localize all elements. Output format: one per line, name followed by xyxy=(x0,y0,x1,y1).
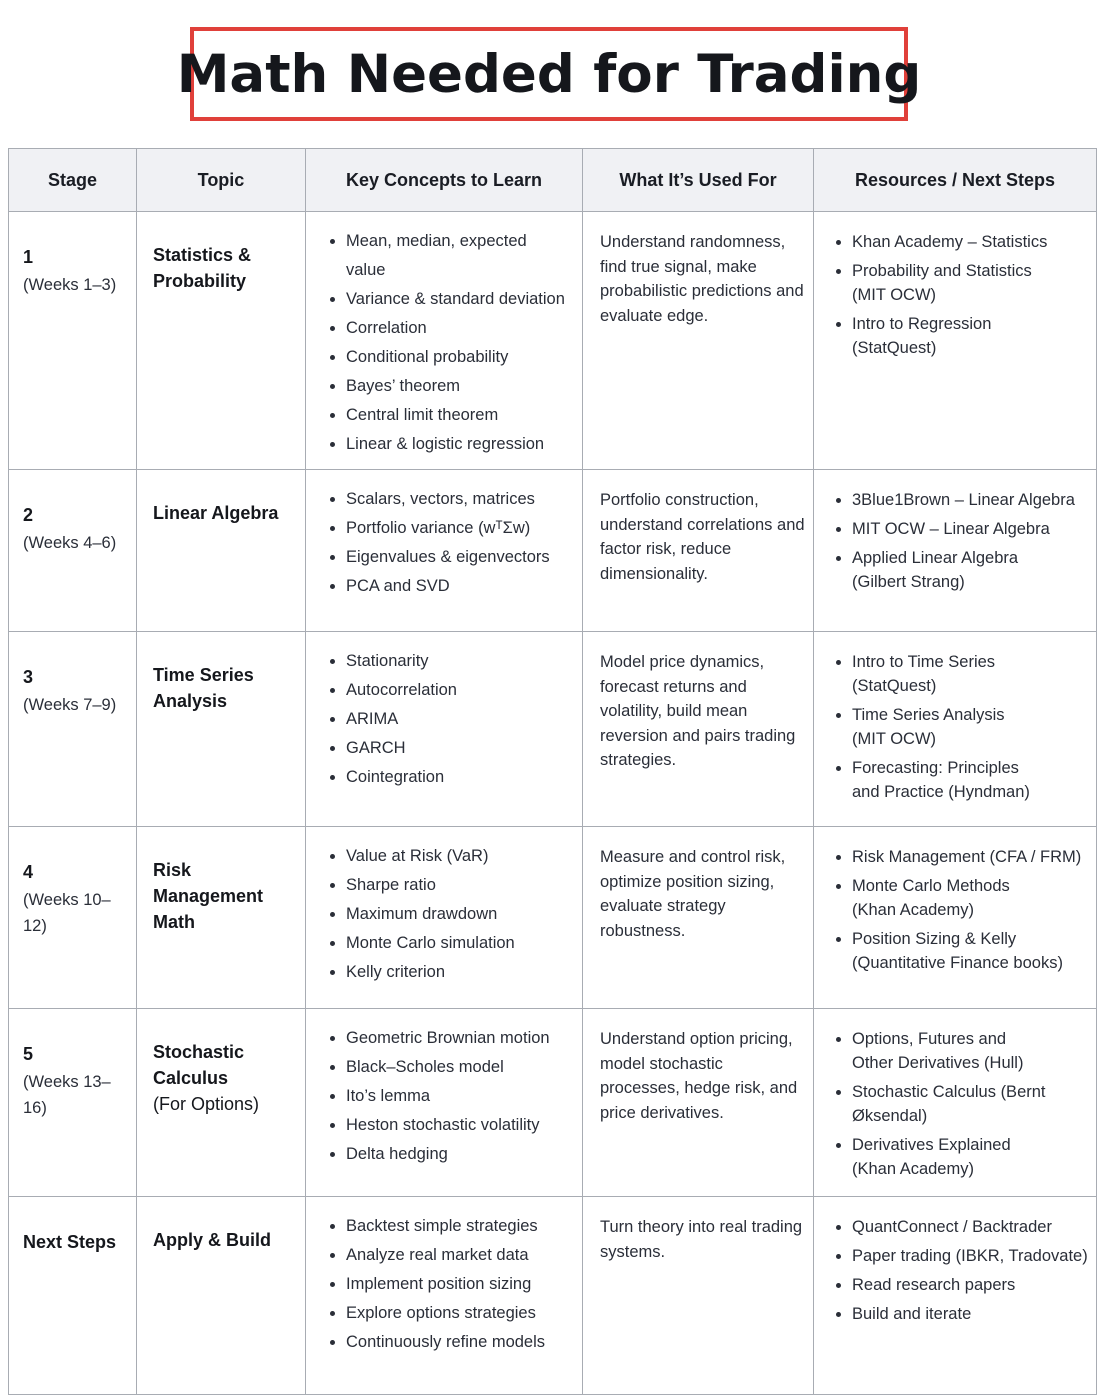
concepts-list xyxy=(324,647,568,792)
used-for-cell xyxy=(583,827,814,1009)
stage-cell xyxy=(9,1197,137,1395)
resource-title: 3Blue1Brown – Linear Algebra xyxy=(852,491,1075,509)
stage-weeks: (Weeks 10–12) xyxy=(23,891,111,935)
resources-list xyxy=(830,650,1090,804)
stage-number: 3 xyxy=(23,667,34,687)
resource-item xyxy=(852,1133,1090,1181)
resource-source: (Khan Academy) xyxy=(852,901,974,919)
concept-item: Kelly criterion xyxy=(346,958,568,987)
topic-cell xyxy=(137,1009,306,1197)
concept-item: Bayes’ theorem xyxy=(346,372,568,401)
concept-item: Conditional probability xyxy=(346,343,568,372)
topic-title: Risk Management Math xyxy=(153,860,264,932)
stage-cell xyxy=(9,632,137,827)
topic-cell xyxy=(137,1197,306,1395)
concepts-cell xyxy=(306,1197,583,1395)
concept-item: PCA and SVD xyxy=(346,572,568,601)
resource-title: Build and iterate xyxy=(852,1305,972,1323)
resource-item xyxy=(852,650,1090,698)
resources-cell xyxy=(814,470,1097,632)
topic-subtitle: (For Options) xyxy=(153,1094,260,1114)
used-for-text: Portfolio construction, understand correlations and factor risk, reduce dimensionality. xyxy=(600,491,805,583)
table-row xyxy=(9,212,1097,470)
resource-item xyxy=(852,1244,1090,1268)
used-for-text: Understand randomness, find true signal, make probabilistic predictions and evaluate edge. xyxy=(600,233,804,325)
resource-item xyxy=(852,756,1090,804)
concept-item: Backtest simple strategies xyxy=(346,1212,568,1241)
resource-source: (Quantitative Finance books) xyxy=(852,954,1063,972)
stage-cell xyxy=(9,1009,137,1197)
resource-title: Paper trading (IBKR, Tradovate) xyxy=(852,1247,1088,1265)
resource-source: (StatQuest) xyxy=(852,677,937,695)
resource-title: Intro to Time Series xyxy=(852,653,996,671)
concept-item: Sharpe ratio xyxy=(346,871,568,900)
header-resources: Resources / Next Steps xyxy=(814,149,1097,212)
used-for-text: Model price dynamics, forecast returns and volatility, build mean reversion and pairs trading strategies. xyxy=(600,653,796,769)
resources-cell xyxy=(814,1009,1097,1197)
resource-item xyxy=(852,230,1090,254)
concept-item: Mean, median, expected value xyxy=(346,227,568,285)
resource-item xyxy=(852,546,1090,594)
used-for-text: Turn theory into real trading systems. xyxy=(600,1218,803,1261)
concept-item: Variance & standard deviation xyxy=(346,285,568,314)
page-title: Math Needed for Trading xyxy=(176,43,922,105)
concept-item: Eigenvalues & eigenvectors xyxy=(346,543,568,572)
stage-weeks: (Weeks 4–6) xyxy=(23,534,117,552)
concept-item: Explore options strategies xyxy=(346,1299,568,1328)
resource-item xyxy=(852,517,1090,541)
header-used-for: What It’s Used For xyxy=(583,149,814,212)
resource-item xyxy=(852,1215,1090,1239)
title-frame xyxy=(176,27,922,121)
resources-list xyxy=(830,845,1090,975)
concepts-cell xyxy=(306,212,583,470)
stage-number: 1 xyxy=(23,247,34,267)
resource-title: Derivatives Explained xyxy=(852,1136,1011,1154)
resource-item xyxy=(852,1273,1090,1297)
concept-item: Ito’s lemma xyxy=(346,1082,568,1111)
resource-item xyxy=(852,927,1090,975)
resources-list xyxy=(830,488,1090,594)
stage-weeks: (Weeks 7–9) xyxy=(23,696,117,714)
resource-item xyxy=(852,874,1090,922)
concept-item: Central limit theorem xyxy=(346,401,568,430)
resource-title: Intro to Regression xyxy=(852,315,992,333)
stage-cell xyxy=(9,827,137,1009)
curriculum-table xyxy=(8,148,1097,1395)
stage-number: 4 xyxy=(23,862,34,882)
used-for-cell xyxy=(583,632,814,827)
topic-cell xyxy=(137,632,306,827)
topic-title: Stochastic Calculus xyxy=(153,1042,245,1088)
resource-title: Khan Academy – Statistics xyxy=(852,233,1048,251)
resources-cell xyxy=(814,632,1097,827)
topic-title: Time Series Analysis xyxy=(153,665,254,711)
concept-item: Scalars, vectors, matrices xyxy=(346,485,568,514)
table-row xyxy=(9,827,1097,1009)
resource-source: (MIT OCW) xyxy=(852,730,937,748)
resource-title: Risk Management (CFA / FRM) xyxy=(852,848,1082,866)
stage-weeks: (Weeks 1–3) xyxy=(23,276,117,294)
resource-title: Applied Linear Algebra xyxy=(852,549,1019,567)
resource-title: Options, Futures and xyxy=(852,1030,1007,1048)
resource-source: (MIT OCW) xyxy=(852,286,937,304)
resource-title: MIT OCW – Linear Algebra xyxy=(852,520,1050,538)
concept-item: Black–Scholes model xyxy=(346,1053,568,1082)
concept-item: Maximum drawdown xyxy=(346,900,568,929)
resource-source: (StatQuest) xyxy=(852,339,937,357)
resources-cell xyxy=(814,212,1097,470)
table-row xyxy=(9,632,1097,827)
topic-title: Apply & Build xyxy=(153,1230,271,1250)
concept-item: Analyze real market data xyxy=(346,1241,568,1270)
topic-cell xyxy=(137,827,306,1009)
header-row xyxy=(9,149,1097,212)
stage-cell xyxy=(9,470,137,632)
resource-item xyxy=(852,1027,1090,1075)
header-topic: Topic xyxy=(137,149,306,212)
resources-list xyxy=(830,230,1090,360)
concept-item: Cointegration xyxy=(346,763,568,792)
concept-item: Monte Carlo simulation xyxy=(346,929,568,958)
used-for-cell xyxy=(583,1009,814,1197)
resource-title: Time Series Analysis xyxy=(852,706,1005,724)
topic-title: Linear Algebra xyxy=(153,503,279,523)
topic-title: Statistics & Probability xyxy=(153,245,252,291)
concept-item: Continuously refine models xyxy=(346,1328,568,1357)
concept-item: Implement position sizing xyxy=(346,1270,568,1299)
concepts-list xyxy=(324,227,568,459)
concept-item: Portfolio variance (wᵀΣw) xyxy=(346,514,568,543)
resource-source: and Practice (Hyndman) xyxy=(852,783,1030,801)
resources-list xyxy=(830,1027,1090,1181)
header-key-concepts: Key Concepts to Learn xyxy=(306,149,583,212)
resource-source: (Gilbert Strang) xyxy=(852,573,965,591)
used-for-text: Understand option pricing, model stochastic processes, hedge risk, and price derivatives. xyxy=(600,1030,798,1122)
resource-title: QuantConnect / Backtrader xyxy=(852,1218,1052,1236)
resource-item xyxy=(852,259,1090,307)
concepts-cell xyxy=(306,827,583,1009)
resource-item xyxy=(852,312,1090,360)
concepts-cell xyxy=(306,470,583,632)
resources-cell xyxy=(814,827,1097,1009)
concept-item: Delta hedging xyxy=(346,1140,568,1169)
stage-number: Next Steps xyxy=(23,1232,117,1252)
resource-source: Other Derivatives (Hull) xyxy=(852,1054,1024,1072)
used-for-cell xyxy=(583,470,814,632)
concept-item: Geometric Brownian motion xyxy=(346,1024,568,1053)
concepts-cell xyxy=(306,1009,583,1197)
used-for-cell xyxy=(583,212,814,470)
concepts-list xyxy=(324,485,568,601)
concept-item: Stationarity xyxy=(346,647,568,676)
header-stage: Stage xyxy=(9,149,137,212)
table-row xyxy=(9,1009,1097,1197)
used-for-cell xyxy=(583,1197,814,1395)
concept-item: Correlation xyxy=(346,314,568,343)
resource-item xyxy=(852,845,1090,869)
concept-item: Linear & logistic regression xyxy=(346,430,568,459)
stage-number: 5 xyxy=(23,1044,34,1064)
resource-title: Probability and Statistics xyxy=(852,262,1032,280)
resource-source: (Khan Academy) xyxy=(852,1160,974,1178)
concept-item: ARIMA xyxy=(346,705,568,734)
resource-title: Stochastic Calculus (Bernt Øksendal) xyxy=(852,1083,1046,1125)
resource-title: Read research papers xyxy=(852,1276,1016,1294)
resource-item xyxy=(852,1302,1090,1326)
table-row xyxy=(9,470,1097,632)
table-row xyxy=(9,1197,1097,1395)
concept-item: GARCH xyxy=(346,734,568,763)
concept-item: Autocorrelation xyxy=(346,676,568,705)
stage-number: 2 xyxy=(23,505,34,525)
topic-cell xyxy=(137,212,306,470)
resource-item xyxy=(852,1080,1090,1128)
resource-item xyxy=(852,488,1090,512)
resources-list xyxy=(830,1215,1090,1326)
concepts-list xyxy=(324,842,568,987)
topic-cell xyxy=(137,470,306,632)
concept-item: Value at Risk (VaR) xyxy=(346,842,568,871)
resource-title: Monte Carlo Methods xyxy=(852,877,1010,895)
used-for-text: Measure and control risk, optimize position sizing, evaluate strategy robustness. xyxy=(600,848,786,940)
concepts-list xyxy=(324,1024,568,1169)
resource-title: Position Sizing & Kelly xyxy=(852,930,1017,948)
concept-item: Heston stochastic volatility xyxy=(346,1111,568,1140)
resource-title: Forecasting: Principles xyxy=(852,759,1019,777)
resource-item xyxy=(852,703,1090,751)
stage-weeks: (Weeks 13–16) xyxy=(23,1073,111,1117)
resources-cell xyxy=(814,1197,1097,1395)
concepts-cell xyxy=(306,632,583,827)
concepts-list xyxy=(324,1212,568,1357)
stage-cell xyxy=(9,212,137,470)
